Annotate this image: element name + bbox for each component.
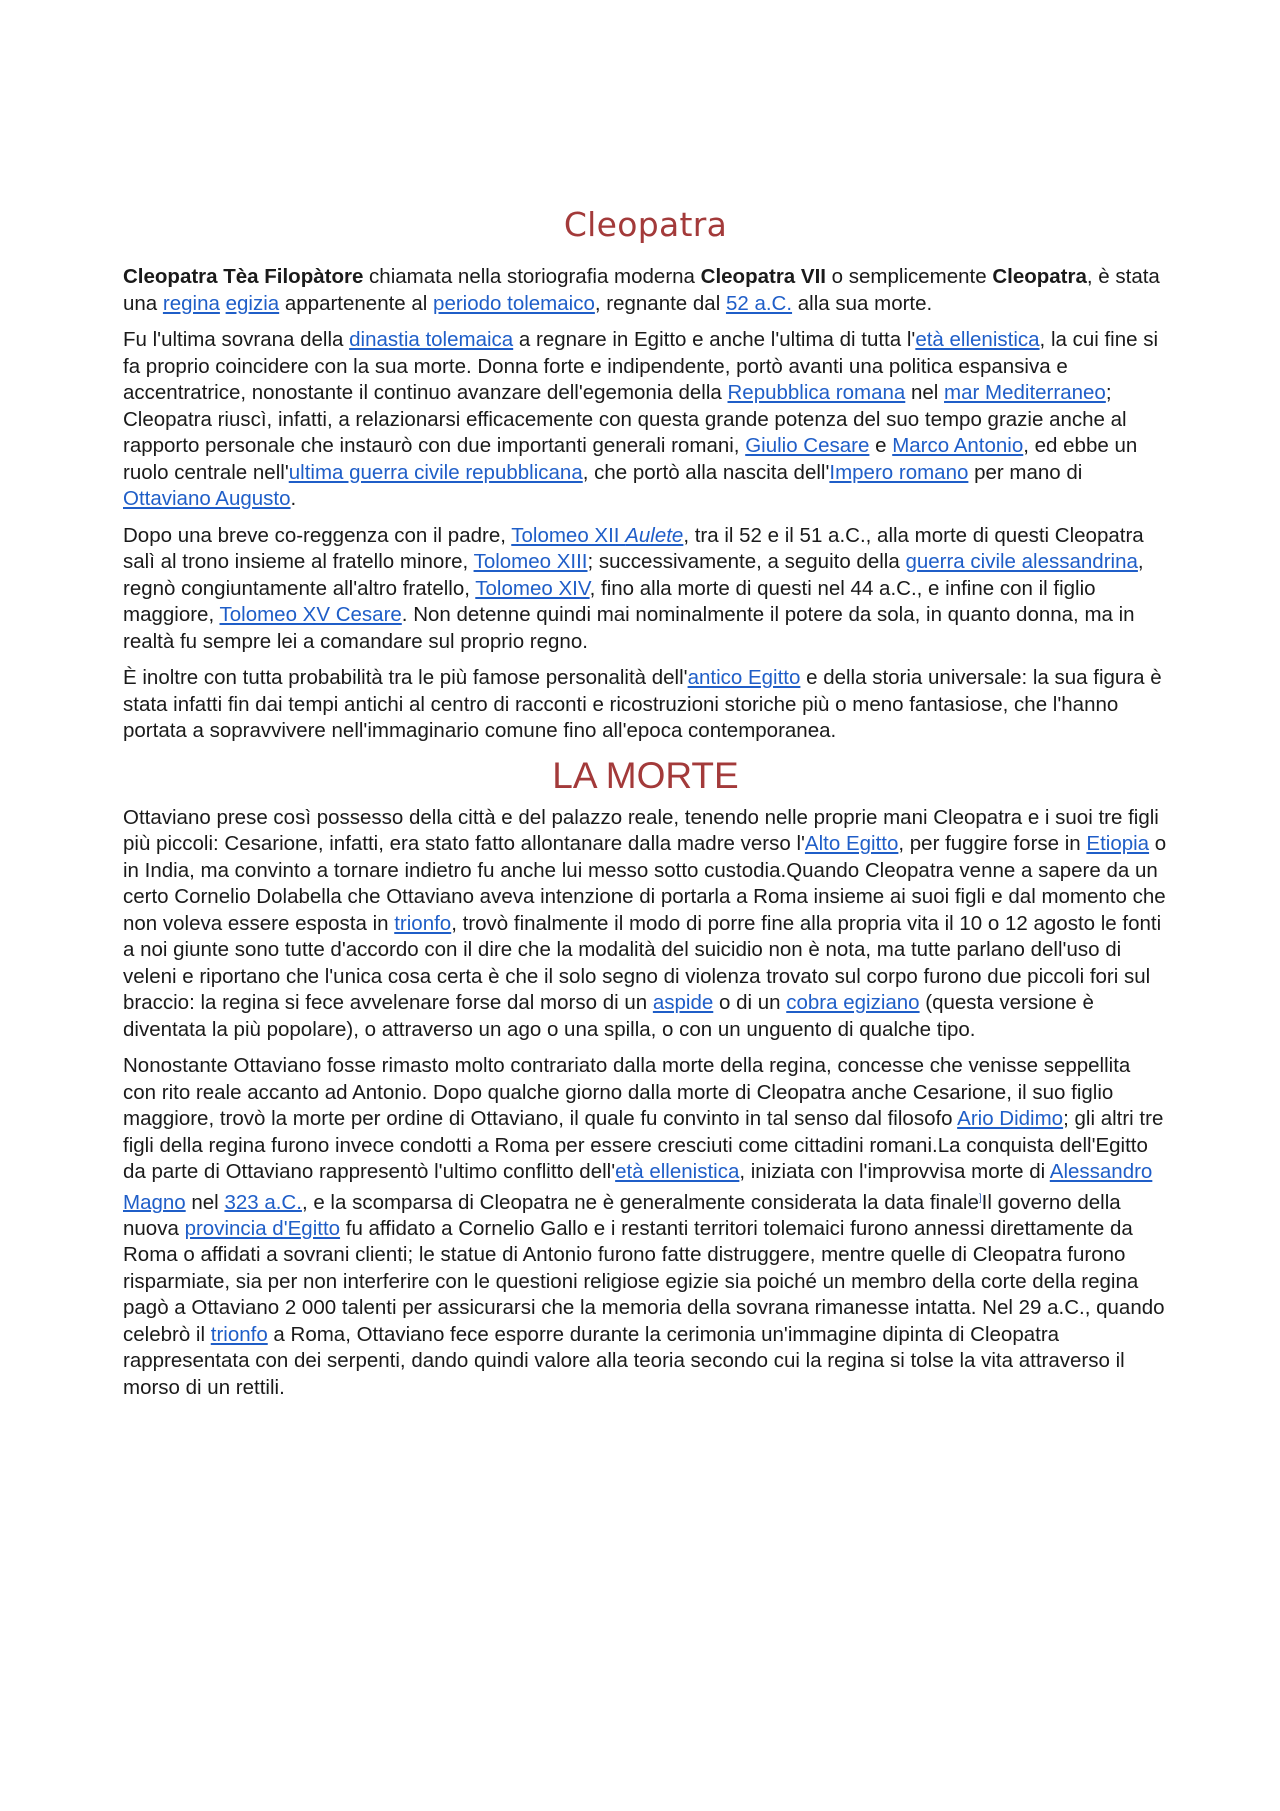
text: o di un <box>713 991 787 1014</box>
link-egizia[interactable]: egizia <box>225 291 280 315</box>
link-ario-didimo[interactable]: Ario Didimo <box>957 1107 1064 1130</box>
paragraph-2 <box>123 327 1168 513</box>
page-title: Cleopatra <box>563 205 728 244</box>
link-trionfo-2[interactable]: trionfo <box>210 1322 268 1346</box>
link-tolomeo-xiv[interactable]: Tolomeo XIV <box>475 576 590 600</box>
text: , la cui fine si fa proprio coincidere con la sua morte. Donna forte e indipendente, portò avanti una politica espansiva e accentratrice, nonostante il continuo avanzare dell'egemonia della <box>123 328 1159 404</box>
text: È inoltre con tutta probabilità tra le più famose personalità dell' <box>123 666 688 689</box>
text: ; Cleopatra riuscì, infatti, a relazionarsi efficacemente con questa grande potenza del suo tempo grazie anche al rapporto personale che instaurò con due importanti generali romani, <box>123 381 1127 457</box>
text: , che portò alla nascita dell' <box>582 460 830 484</box>
link-mar-mediterraneo[interactable]: mar Mediterraneo <box>944 381 1106 404</box>
link-eta-ellenistica-2[interactable]: età ellenistica <box>615 1160 740 1183</box>
text: o in India, ma convinto a tornare indietro fu anche lui messo sotto custodia.Quando Cleopatra venne a sapere da un certo Cornelio Dolabella che Ottaviano aveva intenzione di portarla a Roma insieme ai suoi figli e dal momento che non voleva essere esposta in <box>123 832 1167 935</box>
link-alto-egitto[interactable]: Alto Egitto <box>804 832 899 855</box>
text: , per fuggire forse in <box>898 832 1087 855</box>
text: , tra il 52 e il 51 a.C., alla morte di questi Cleopatra salì al trono insieme al fratello minore, <box>123 523 1144 573</box>
link-52-ac[interactable]: 52 a.C. <box>725 291 793 315</box>
link-aspide[interactable]: aspide <box>652 991 714 1014</box>
bold-name-short: Cleopatra <box>992 265 1087 288</box>
text: a Roma, Ottaviano fece esporre durante la cerimonia un'immagine dipinta di Cleopatra rappresentata con dei serpenti, dando quindi valore alla teoria secondo cui la regina si tolse la vita attraverso il morso di un rettili. <box>123 1322 1125 1399</box>
link-trionfo[interactable]: trionfo <box>394 911 452 935</box>
text: (questa versione è diventata la più popolare), o attraverso un ago o una spilla, o con un unguento di qualche tipo. <box>123 991 1094 1041</box>
text: Il governo della nuova <box>123 1190 1121 1240</box>
text: , ed ebbe un ruolo centrale nell' <box>123 434 1138 484</box>
text: e della storia universale: la sua figura è stata infatti fin dai tempi antichi al centro di racconti e ricostruzioni storiche più o meno fantasiose, che l'hanno portata a sopravvivere nell'immaginario comune fino all'epoca contemporanea. <box>123 666 1162 742</box>
text: nel <box>185 1190 225 1214</box>
text: o semplicemente <box>825 265 993 288</box>
link-tolomeo-xii[interactable] <box>511 524 683 547</box>
text: nel <box>905 381 945 404</box>
link-eta-ellenistica[interactable]: età ellenistica <box>915 328 1040 351</box>
text: per mano di <box>968 460 1083 484</box>
link-tolomeo-xv-cesare[interactable]: Tolomeo XV Cesare <box>219 603 402 626</box>
link-ultima-guerra-civile[interactable]: ultima guerra civile repubblicana <box>288 460 583 484</box>
text: , è stata una <box>123 265 1160 315</box>
text: ; gli altri tre figli della regina furono invece condotti a Roma per essere cresciuti come cittadini romani.La conquista dell'Egitto da parte di Ottaviano rappresentò l'ultimo conflitto dell' <box>123 1107 1164 1183</box>
text: e <box>869 434 893 457</box>
text: , regnante dal <box>594 291 726 315</box>
link-323-ac[interactable]: 323 a.C. <box>224 1190 302 1214</box>
text: Nonostante Ottaviano fosse rimasto molto contrariato dalla morte della regina, concesse che venisse seppellita con rito reale accanto ad Antonio. Dopo qualche giorno dalla morte di Cleopatra anche Cesarione, il suo figlio maggiore, trovò la morte per ordine di Ottaviano, il quale fu convinto in tal senso dal filosofo <box>123 1054 1131 1130</box>
text: , fino alla morte di questi nel 44 a.C., e infine con il figlio maggiore, <box>123 576 1096 626</box>
text: , trovò finalmente il modo di porre fine alla propria vita il 10 o 12 agosto <box>451 911 1096 935</box>
link-text: Tolomeo XII <box>511 523 626 547</box>
text: , regnò congiuntamente all'altro fratello, <box>123 550 1144 600</box>
link-cobra-egiziano[interactable]: cobra egiziano <box>786 991 920 1014</box>
text: . <box>290 487 297 510</box>
text: alla sua morte. <box>792 291 933 315</box>
link-text-italic: Aulete <box>625 523 684 547</box>
footnote-marker[interactable]: ] <box>978 1192 982 1204</box>
paragraph-6 <box>123 1053 1168 1401</box>
link-periodo-tolemaico[interactable]: periodo tolemaico <box>433 291 595 315</box>
link-repubblica-romana[interactable]: Repubblica romana <box>727 381 906 404</box>
link-dinastia-tolemaica[interactable]: dinastia tolemaica <box>349 328 514 351</box>
link-antico-egitto[interactable]: antico Egitto <box>687 666 801 689</box>
link-alessandro-magno[interactable]: Alessandro Magno <box>123 1160 1153 1214</box>
document-page <box>123 205 1168 1411</box>
paragraph-5 <box>123 805 1168 1044</box>
link-regina[interactable]: regina <box>162 291 220 315</box>
link-guerra-civile-alessandrina[interactable]: guerra civile alessandrina <box>905 550 1138 573</box>
link-giulio-cesare[interactable]: Giulio Cesare <box>745 434 870 457</box>
text: Fu l'ultima sovrana della <box>123 328 350 351</box>
paragraph-intro <box>123 264 1168 317</box>
text: appartenente al <box>279 291 434 315</box>
link-marco-antonio[interactable]: Marco Antonio <box>892 434 1024 457</box>
link-provincia-egitto[interactable]: provincia d'Egitto <box>184 1216 341 1240</box>
link-ottaviano-augusto[interactable]: Ottaviano Augusto <box>123 487 291 510</box>
text: chiamata nella storiografia moderna <box>363 265 701 288</box>
link-impero-romano[interactable]: Impero romano <box>829 460 969 484</box>
text: , iniziata con l'improvvisa morte di <box>739 1160 1050 1183</box>
text: Dopo una breve co-reggenza con il padre, <box>123 523 512 547</box>
link-tolomeo-xiii[interactable]: Tolomeo XIII <box>473 550 588 573</box>
text: le fonti a noi giunte sono tutte d'accordo con il dire che la modalità del suicidio non è nota, ma tutte parlano dell'uso di veleni e riportano che l'unica cosa certa è che il solo segno di violenza trovato sul corpo furono due piccoli fori sul braccio: la regina si fece avvelenare forse dal morso di un <box>123 911 1162 1014</box>
text: . Non detenne quindi mai nominalmente il potere da sola, in quanto donna, ma in realtà fu sempre lei a comandare sul proprio regno. <box>123 603 1135 653</box>
section-title-la-morte: LA MORTE <box>552 754 739 796</box>
bold-name-vii: Cleopatra VII <box>700 265 826 288</box>
paragraph-4 <box>123 665 1168 745</box>
paragraph-3 <box>123 523 1168 656</box>
text: Ottaviano prese così possesso della città e del palazzo reale, tenendo nelle proprie mani Cleopatra e i suoi tre figli più piccoli: Cesarione, infatti, era stato fatto allontanare dalla madre verso l' <box>123 805 1159 855</box>
text: a regnare in Egitto e anche l'ultima di tutta l' <box>513 328 916 351</box>
link-etiopia[interactable]: Etiopia <box>1086 832 1150 855</box>
text: fu affidato a Cornelio Gallo e i restanti territori tolemaici furono annessi direttamente da Roma o affidati a sovrani clienti; le statue di Antonio furono fatte distruggere, mentre quelle di Cleopatra furono risparmiate, sia per non interferire con le questioni religiose egizie sia poiché un membro della corte della regina pagò a Ottaviano 2 000 talenti per assicurarsi che la memoria della sovrana rimanesse intatta. Nel 29 a.C., quando celebrò il <box>123 1216 1165 1346</box>
text: ; successivamente, a seguito della <box>587 550 906 573</box>
bold-name-full: Cleopatra Tèa Filopàtore <box>123 265 364 288</box>
text: , e la scomparsa di Cleopatra ne è generalmente considerata la data finale <box>301 1190 979 1214</box>
